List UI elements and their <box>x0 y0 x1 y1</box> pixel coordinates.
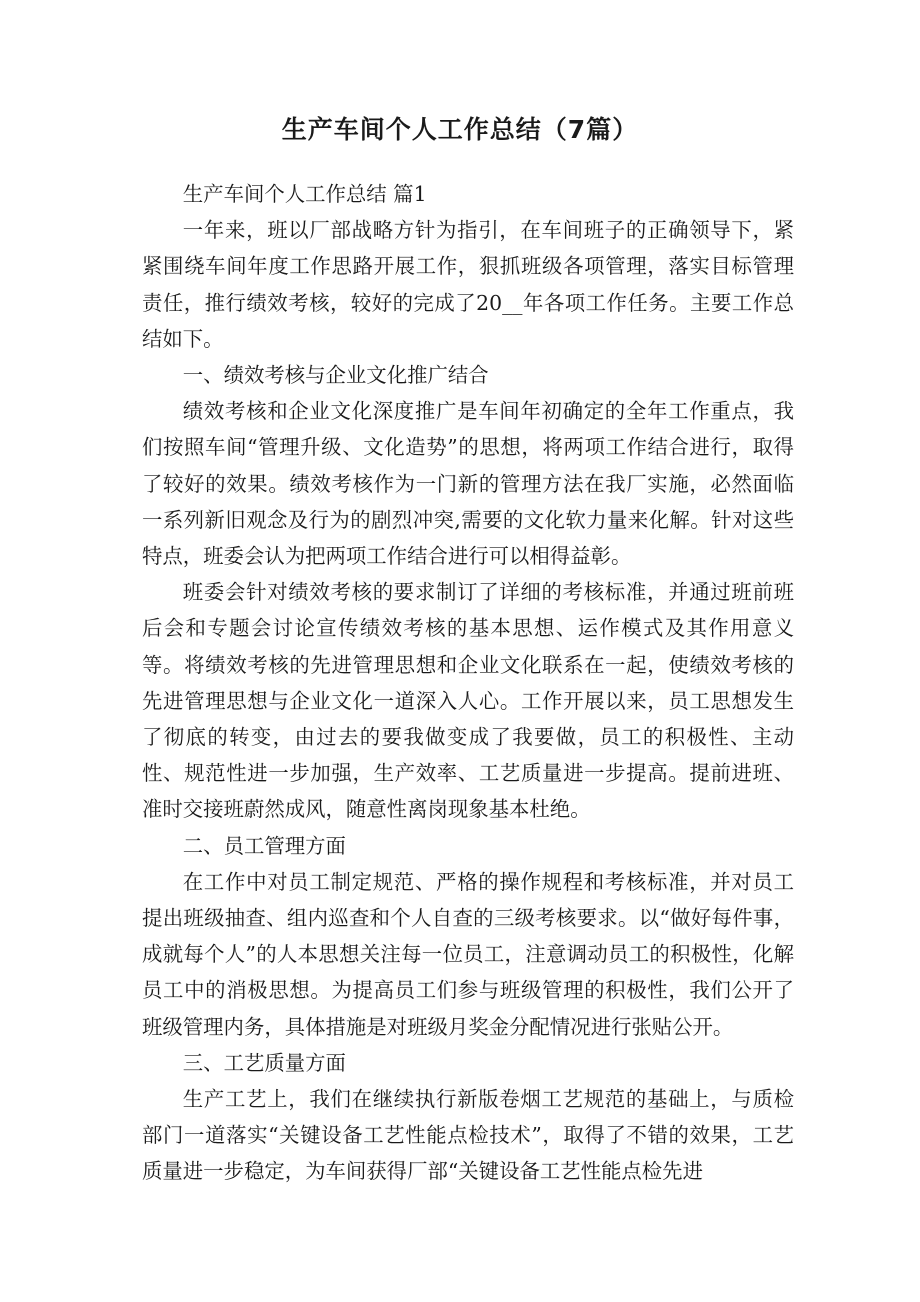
body-paragraph: 生产工艺上，我们在继续执行新版卷烟工艺规范的基础上，与质检部门一道落实“关键设备工艺性能点检技术”，取得了不错的效果，工艺质量进一步稳定，为车间获得厂部“关键设备工艺性能点检先进 <box>142 1087 794 1184</box>
document-title: 生产车间个人工作总结（7篇） <box>281 115 639 144</box>
body-paragraph: 在工作中对员工制定规范、严格的操作规程和考核标准，并对员工提出班级抽查、组内巡查和个人自查的三级考核要求。以“做好每件事，成就每个人”的人本思想关注每一位员工，注意调动员工的积极性，化解员工中的消极思想。为提高员工们参与班级管理的积极性，我们公开了班级管理内务，具体措施是对班级月奖金分配情况进行张贴公开。 <box>142 869 794 1039</box>
subsection-heading: 二、员工管理方面 <box>182 833 346 858</box>
document-body <box>142 176 794 1190</box>
body-paragraph: 班委会针对绩效考核的要求制订了详细的考核标准，并通过班前班后会和专题会讨论宣传绩效考核的基本思想、运作模式及其作用意义等。将绩效考核的先进管理思想和企业文化联系在一起，使绩效考核的先进管理思想与企业文化一道深入人心。工作开展以来，员工思想发生了彻底的转变，由过去的要我做变成了我要做，员工的积极性、主动性、规范性进一步加强，生产效率、工艺质量进一步提高。提前进班、准时交接班蔚然成风，随意性离岗现象基本杜绝。 <box>142 580 794 822</box>
subsection-heading: 一、绩效考核与企业文化推广结合 <box>182 363 489 388</box>
subsection-heading: 三、工艺质量方面 <box>182 1050 346 1075</box>
body-paragraph: 绩效考核和企业文化深度推广是车间年初确定的全年工作重点，我们按照车间“管理升级、文化造势”的思想，将两项工作结合进行，取得了较好的效果。绩效考核作为一门新的管理方法在我厂实施，必然面临一系列新旧观念及行为的剧烈冲突,需要的文化软力量来化解。针对这些特点，班委会认为把两项工作结合进行可以相得益彰。 <box>142 399 794 569</box>
body-paragraph: 一年来，班以厂部战略方针为指引，在车间班子的正确领导下，紧紧围绕车间年度工作思路开展工作，狠抓班级各项管理，落实目标管理责任，推行绩效考核，较好的完成了20__年各项工作任务。主要工作总结如下。 <box>142 218 794 351</box>
section-heading: 生产车间个人工作总结 篇1 <box>182 182 427 206</box>
